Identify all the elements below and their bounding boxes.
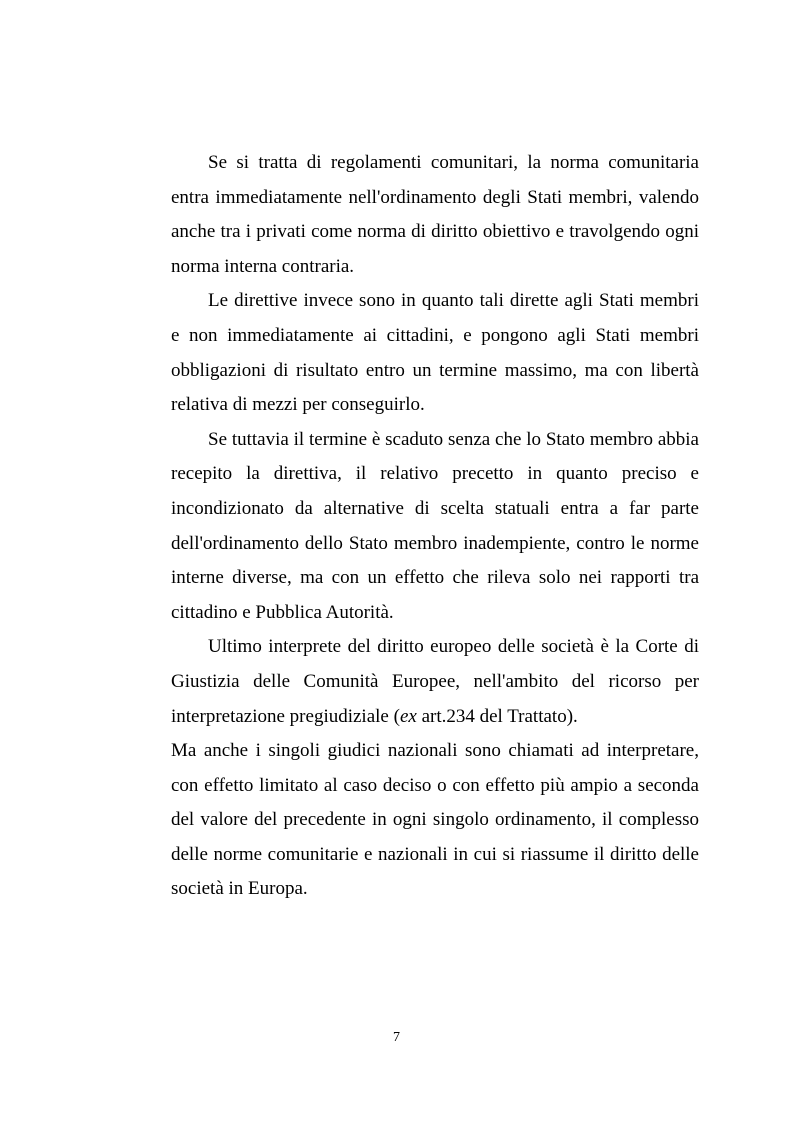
paragraph-giudici-nazionali: Ma anche i singoli giudici nazionali sono chiamati ad interpretare, con effetto limitato al caso deciso o con effetto più ampio a seconda del valore del precedente in ogni singolo ordinamento, il complesso delle norme comunitarie e nazionali in cui si riassume il diritto delle società in Europa. bbox=[171, 740, 699, 900]
body-text bbox=[171, 146, 699, 907]
paragraph-corte-giustizia bbox=[171, 630, 699, 734]
paragraph-text-end: art.234 del Trattato). bbox=[416, 705, 578, 727]
paragraph-termine-scaduto: Se tuttavia il termine è scaduto senza che lo Stato membro abbia recepito la direttiva, il relativo precetto in quanto preciso e incondizionato da alternative di scelta statuali entra a far parte dell'ordinamento dello Stato membro inadempiente, contro le norme interne diverse, ma con un effetto che rileva solo nei rapporti tra cittadino e Pubblica Autorità. bbox=[171, 428, 699, 623]
paragraph-text-start: Ultimo interprete del diritto europeo delle società è la Corte di Giustizia delle Comunità Europee, nell'ambito del ricorso per interpretazione pregiudiziale ( bbox=[171, 636, 699, 727]
paragraph-regolamenti: Se si tratta di regolamenti comunitari, la norma comunitaria entra immediatamente nell'ordinamento degli Stati membri, valendo anche tra i privati come norma di diritto obiettivo e travolgendo ogni norma interna contraria. bbox=[171, 152, 699, 277]
italic-ex: ex bbox=[399, 705, 417, 727]
page-number: 7 bbox=[393, 1030, 400, 1045]
paragraph-direttive: Le direttive invece sono in quanto tali dirette agli Stati membri e non immediatamente ai cittadini, e pongono agli Stati membri obbligazioni di risultato entro un termine massimo, ma con libertà relativa di mezzi per conseguirlo. bbox=[171, 290, 699, 416]
